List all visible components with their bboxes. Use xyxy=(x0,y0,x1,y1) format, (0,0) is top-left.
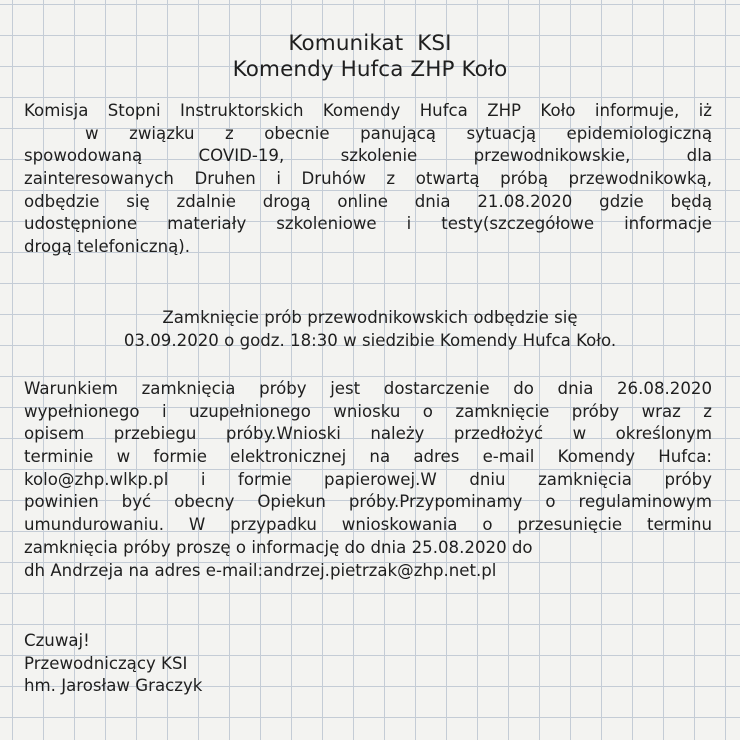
paragraph-line: zamknięcia próby proszę o informację do dnia 25.08.2020 do xyxy=(24,537,533,557)
paragraph-line: w związku z obecnie panującą sytuacją epidemiologiczną xyxy=(24,123,712,143)
closing-date-line-2: 03.09.2020 o godz. 18:30 w siedzibie Komendy Hufca Koło. xyxy=(123,331,617,350)
paragraph-line: udostępnione materiały szkoleniowe i testy(szczegółowe informacje xyxy=(24,214,712,234)
paragraph-line: opisem przebiegu próby.Wnioski należy przedłożyć w określonym xyxy=(24,424,712,444)
paragraph-line: dh Andrzeja na adres e-mail:andrzej.pietrzak@zhp.net.pl xyxy=(24,560,497,580)
title-line-1: Komunikat KSI xyxy=(288,31,452,56)
paragraph-requirements xyxy=(24,378,712,582)
paragraph-line: Warunkiem zamknięcia próby jest dostarczenie do dnia 26.08.2020 xyxy=(24,379,712,398)
paragraph-line: Komisja Stopni Instruktorskich Komendy Hufca ZHP Koło informuje, iż xyxy=(24,101,712,120)
signature-greeting: Czuwaj! xyxy=(24,631,90,650)
paragraph-line: zainteresowanych Druhen i Druhów z otwartą próbą przewodnikowką, xyxy=(24,169,712,189)
paragraph-line: drogą telefoniczną). xyxy=(24,237,191,257)
paragraph-line: kolo@zhp.wlkp.pl i formie papierowej.W dniu zamknięcia próby xyxy=(24,469,712,489)
paragraph-training-info xyxy=(24,100,712,259)
paragraph-line: umundurowaniu. W przypadku wnioskowania o przesunięcie terminu xyxy=(24,515,712,535)
signature-block xyxy=(24,630,712,698)
signature-role: Przewodniczący KSI xyxy=(24,653,188,673)
title-line-2: Komendy Hufca ZHP Koło xyxy=(232,57,508,82)
paragraph-line: terminie w formie elektronicznej na adres e-mail Komendy Hufca: xyxy=(24,447,712,467)
paragraph-line: powinien być obecny Opiekun próby.Przypominamy o regulaminowym xyxy=(24,492,712,512)
closing-date-line-1: Zamknięcie prób przewodnikowskich odbędzie się xyxy=(162,308,578,327)
paragraph-line: spowodowaną COVID-19, szkolenie przewodnikowskie, dla xyxy=(24,146,712,166)
paragraph-line: wypełnionego i uzupełnionego wniosku o zamknięcie próby wraz z xyxy=(24,401,712,421)
paragraph-line: odbędzie się zdalnie drogą online dnia 21.08.2020 gdzie będą xyxy=(24,191,712,211)
signature-name: hm. Jarosław Graczyk xyxy=(24,676,203,696)
